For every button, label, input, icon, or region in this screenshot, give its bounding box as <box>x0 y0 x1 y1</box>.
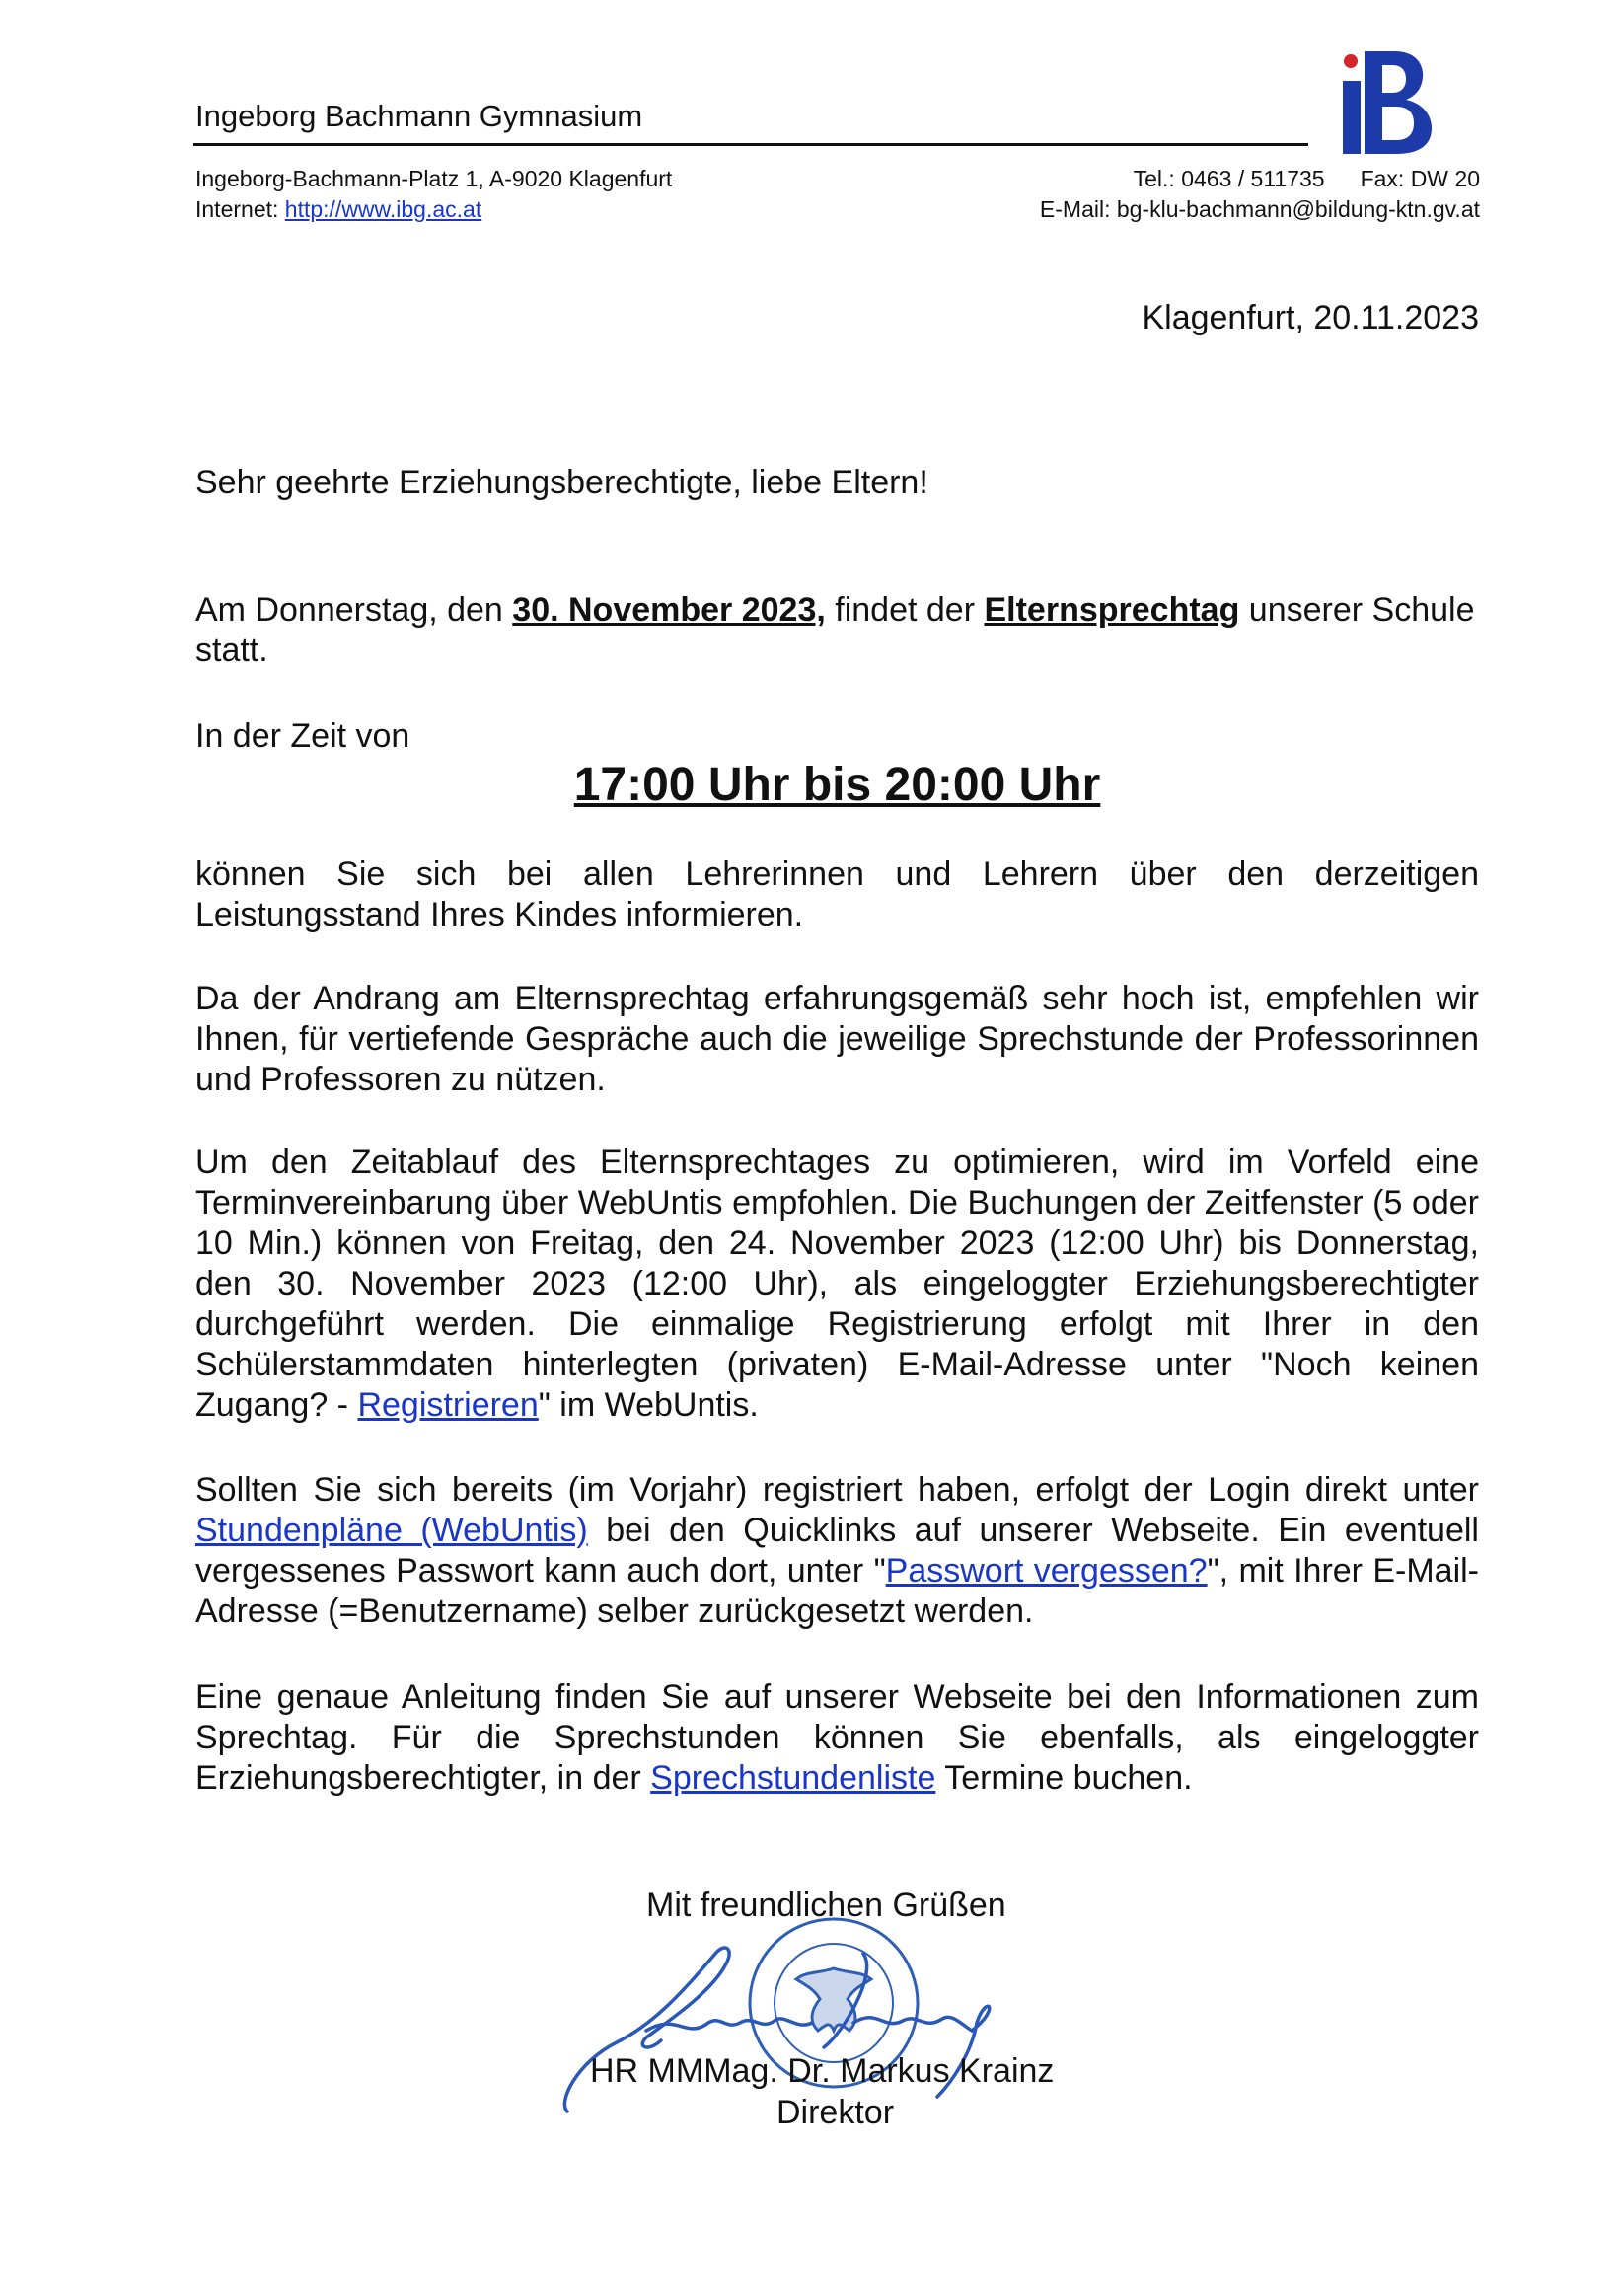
p1-text-a: Am Donnerstag, den <box>195 591 513 629</box>
letter-date: Klagenfurt, 20.11.2023 <box>1142 299 1479 336</box>
website-link[interactable]: http://www.ibg.ac.at <box>284 196 482 222</box>
fax-number: Fax: DW 20 <box>1360 166 1480 191</box>
phone-number: Tel.: 0463 / 511735 <box>1133 166 1325 191</box>
contact-block <box>987 164 1480 225</box>
p6-text-a: Sollten Sie sich bereits (im Vorjahr) registriert haben, erfolgt der Login direkt unter <box>195 1471 1479 1509</box>
school-address: Ingeborg-Bachmann-Platz 1, A-9020 Klagenfurt <box>195 166 673 191</box>
internet-label: Internet: <box>195 196 285 222</box>
internet-line <box>195 194 672 225</box>
logo-dot <box>1344 54 1358 68</box>
school-logo <box>1337 47 1436 158</box>
logo-i-stem <box>1343 81 1361 154</box>
register-link[interactable]: Registrieren <box>357 1386 539 1424</box>
paragraph-event <box>195 590 1479 671</box>
office-hours-link[interactable]: Sprechstundenliste <box>650 1759 936 1797</box>
event-date: 30. November 2023, <box>512 591 826 629</box>
p5-text: Um den Zeitablauf des Elternsprechtages zu optimieren, wird im Vorfeld eine Terminvereinbarung über WebUntis empfohlen. Die Buchungen der Zeitfenster (5 oder 10 Min.) können von Freitag, den 24. November 2023 (12:00 Uhr) bis Donnerstag, den 30. November 2023 (12:00 Uhr), als eingeloggter Erziehungsberechtigter durchgeführt werden. Die einmalige Registrierung erfolgt mit Ihrer in den Schülerstammdaten hinterlegten (privaten) E-Mail-Adresse unter "Noch keinen Zugang? - <box>195 1144 1479 1424</box>
p7-text-a: Eine genaue Anleitung finden Sie auf unserer Webseite bei den Informationen zum Sprechtag. Für die Sprechstunden können Sie ebenfalls, als eingeloggter Erziehungsberechtigter, in der <box>195 1678 1479 1797</box>
paragraph-recommendation: Da der Andrang am Elternsprechtag erfahrungsgemäß sehr hoch ist, empfehlen wir Ihnen, für vertiefende Gespräche auch die jeweilige Sprechstunde der Professorinnen und Professoren zu nützen. <box>195 980 1479 1098</box>
logo-b <box>1365 51 1432 154</box>
timetable-link[interactable]: Stundenpläne (WebUntis) <box>195 1512 588 1549</box>
p6-text-c: ", mit Ihrer E-Mail-Adresse (=Benutzername) selber zurückgesetzt werden. <box>195 1552 1480 1630</box>
school-name: Ingeborg Bachmann Gymnasium <box>195 99 643 133</box>
closing-greeting: Mit freundlichen Grüßen <box>646 1887 1006 1924</box>
p1-text-b: findet der <box>825 591 985 629</box>
salutation: Sehr geehrte Erziehungsberechtigte, liebe Eltern! <box>195 464 928 501</box>
address-block <box>195 164 672 225</box>
paragraph-information: können Sie sich bei allen Lehrerinnen und Lehrern über den derzeitigen Leistungsstand Ihres Kindes informieren. <box>195 855 1479 933</box>
paragraph-time-intro: In der Zeit von <box>195 717 410 755</box>
paragraph-login <box>195 1470 1479 1632</box>
p7-text-b: Termine buchen. <box>935 1759 1193 1797</box>
paragraph-instructions <box>195 1677 1479 1799</box>
password-reset-link[interactable]: Passwort vergessen? <box>885 1552 1208 1590</box>
phone-fax-line <box>987 164 1480 194</box>
event-time: 17:00 Uhr bis 20:00 Uhr <box>573 759 1101 811</box>
header-divider <box>193 143 1308 146</box>
signatory-name: HR MMMag. Dr. Markus Krainz <box>590 2052 1055 2090</box>
p1-text-c: unserer Schule statt. <box>195 591 1475 669</box>
event-name: Elternsprechtag <box>984 591 1240 629</box>
p6-text-b: bei den Quicklinks auf unserer Webseite. Ein eventuell vergessenes Passwort kann auch dort, unter " <box>195 1512 1479 1590</box>
paragraph-booking <box>195 1143 1479 1426</box>
email-address: E-Mail: bg-klu-bachmann@bildung-ktn.gv.at <box>1039 196 1480 222</box>
signatory-title: Direktor <box>776 2094 895 2131</box>
p5-tail: " im WebUntis. <box>538 1386 759 1424</box>
